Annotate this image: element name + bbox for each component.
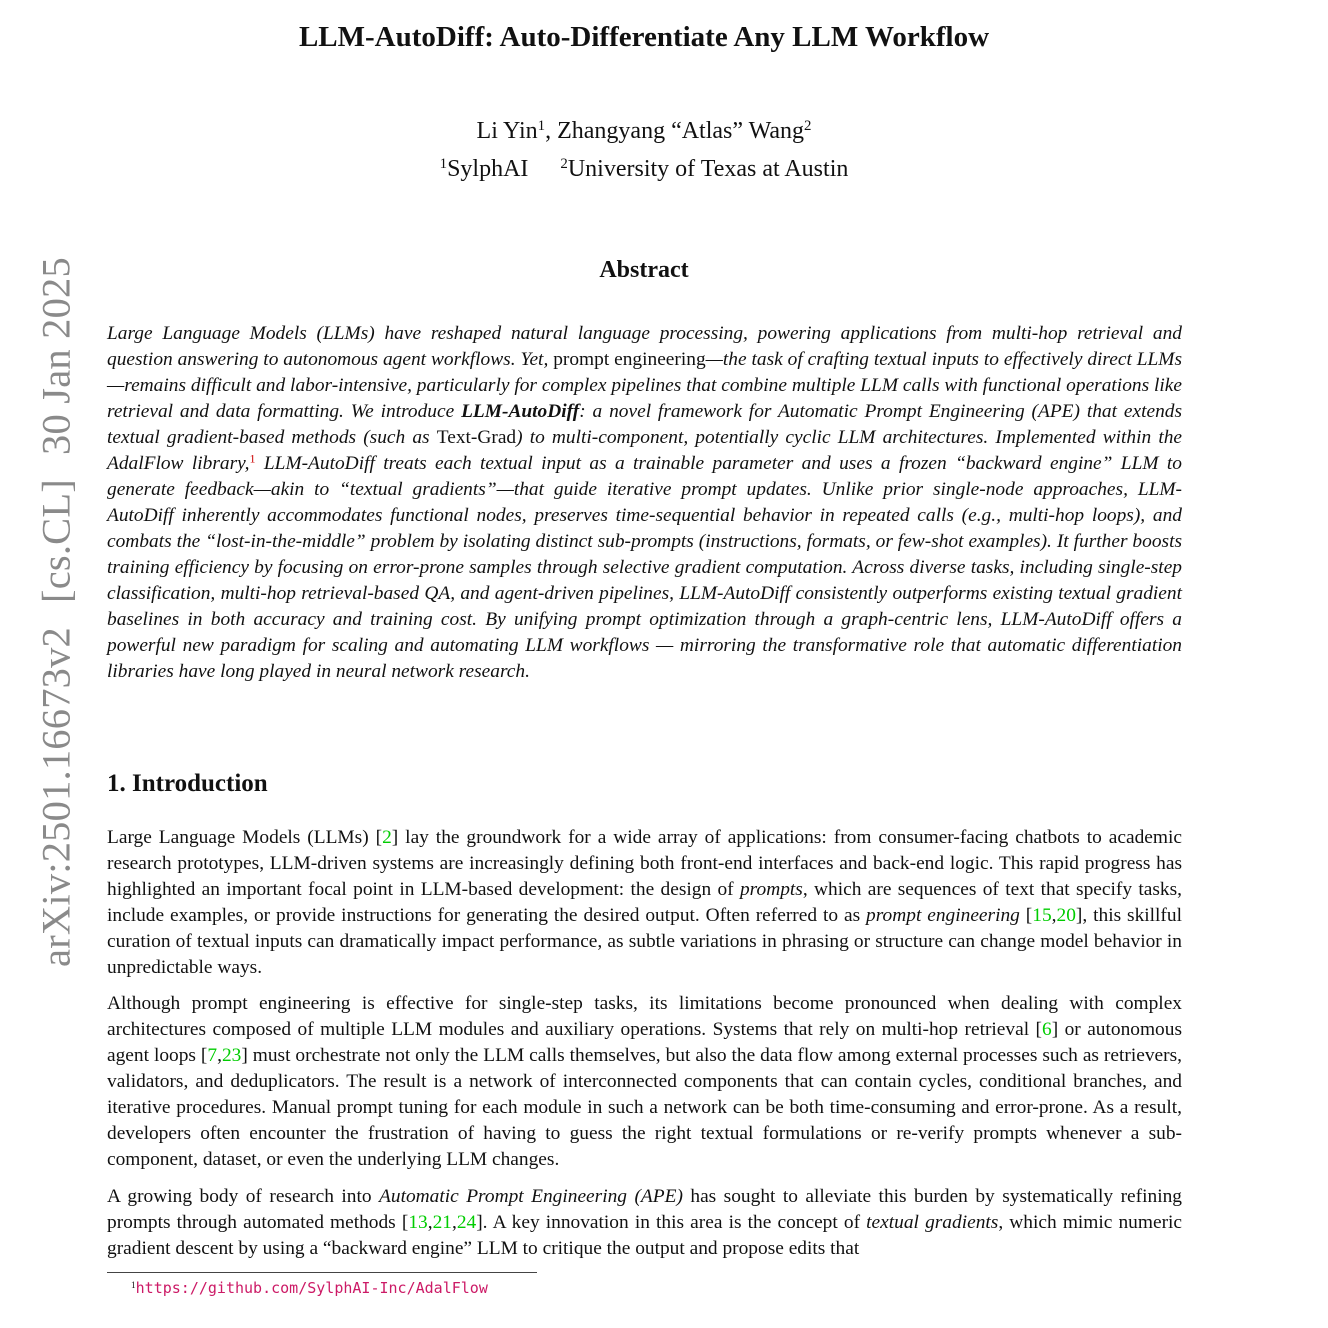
affil-name: SylphAI <box>447 156 529 182</box>
arxiv-date: 30 Jan 2025 <box>33 257 79 455</box>
abstract-text-upright: prompt engineering <box>553 349 706 370</box>
author-affil-mark: 1 <box>537 117 546 134</box>
body-text: ]. A key innovation in this area is the concept of <box>476 1212 867 1233</box>
body-text: , which are sequences of text that specify tasks, include examples, or provide instructions for generating the desired output. Often referred to as <box>107 879 1182 926</box>
body-text: , <box>217 1045 222 1066</box>
footnote <box>131 1278 488 1299</box>
citation-link[interactable]: 13 <box>408 1212 428 1233</box>
abstract-text: —the task of crafting textual inputs to effectively direct LLMs—remains difficult and labor-intensive, particularly for complex pipelines that combine multiple LLM calls with functional operations like retrieval and data formatting. We introduce <box>107 349 1183 422</box>
arxiv-category: [cs.CL] <box>33 478 79 603</box>
body-text: [ <box>1019 905 1033 926</box>
citation-link[interactable]: 21 <box>432 1212 452 1233</box>
citation-link[interactable]: 24 <box>456 1212 477 1233</box>
citation-link[interactable]: 2 <box>382 827 392 848</box>
abstract-text: ) to multi-component, potentially cyclic LLM architectures. Implemented within the AdalFlow library, <box>107 427 1183 474</box>
body-text: , which mimic numeric gradient descent by using a “backward engine” LLM to critique the output and propose edits that <box>107 1212 1183 1259</box>
footnote-mark: 1 <box>131 1280 136 1291</box>
body-text: A growing body of research into <box>107 1186 380 1207</box>
citation-link[interactable]: 6 <box>1042 1019 1052 1040</box>
affil-mark: 2 <box>560 155 568 172</box>
author-line <box>0 116 1288 146</box>
arxiv-id: arXiv:2501.16673v2 <box>33 626 79 967</box>
intro-paragraph-1 <box>107 825 1182 981</box>
abstract-body <box>107 321 1182 685</box>
affil-name: University of Texas at Austin <box>567 156 849 182</box>
citation-link[interactable]: 15 <box>1032 905 1052 926</box>
abstract-text: Large Language Models (LLMs) have reshaped natural language processing, powering applications from multi-hop retrieval and question answering to autonomous agent workflows. Yet, <box>107 323 1182 370</box>
footnote-url-link[interactable]: https://github.com/SylphAI-Inc/AdalFlow <box>135 1279 488 1297</box>
footnote-link[interactable]: 1 <box>249 451 256 466</box>
emphasis-text: prompts <box>739 879 803 900</box>
intro-paragraph-2 <box>107 991 1182 1173</box>
abstract-framework-name: LLM-AutoDiff <box>461 401 580 422</box>
emphasis-text: prompt engineering <box>866 905 1020 926</box>
body-text: ] lay the groundwork for a wide array of applications: from consumer-facing chatbots to academic research prototypes, LLM-driven systems are increasingly defining both front-end interfaces and back-end logic. This rapid progress has highlighted an important focal point in LLM-based development: the design of <box>107 827 1182 900</box>
author-name: Zhangyang “Atlas” Wang <box>557 118 804 144</box>
body-text: , <box>427 1212 433 1233</box>
author-name: Li Yin <box>476 118 538 144</box>
intro-paragraph-3 <box>107 1184 1182 1262</box>
footnote-divider <box>107 1272 537 1273</box>
author-affil-mark: 2 <box>804 117 812 134</box>
author-separator: , <box>545 118 558 144</box>
affil-mark: 1 <box>439 155 448 172</box>
body-text: Large Language Models (LLMs) [ <box>107 827 383 848</box>
body-text: has sought to alleviate this burden by systematically refining prompts through automated methods [ <box>107 1186 1182 1233</box>
affiliation-line <box>0 154 1288 184</box>
citation-link[interactable]: 23 <box>221 1045 242 1066</box>
arxiv-identifier-stamp <box>33 257 80 967</box>
body-text: , <box>451 1212 457 1233</box>
body-text: ] or autonomous agent loops [ <box>107 1019 1182 1066</box>
citation-link[interactable]: 20 <box>1056 905 1076 926</box>
abstract-text: : a novel framework for Automatic Prompt Engineering (APE) that extends textual gradient-based methods (such as <box>107 401 1183 448</box>
body-text: Although prompt engineering is effective for single-step tasks, its limitations become pronounced when dealing with complex architectures composed of multiple LLM modules and auxiliary operations. Systems that rely on multi-hop retrieval [ <box>107 993 1182 1040</box>
citation-link[interactable]: 7 <box>207 1045 218 1066</box>
emphasis-text: textual gradients <box>866 1212 999 1233</box>
body-text: , <box>1051 905 1057 926</box>
body-text: ], this skillful curation of textual inputs can dramatically impact performance, as subtle variations in phrasing or structure can change model behavior in unpredictable ways. <box>107 905 1182 978</box>
paper-title: LLM-AutoDiff: Auto-Differentiate Any LLM Workflow <box>298 21 990 53</box>
section-heading: 1. Introduction <box>107 770 268 797</box>
emphasis-text: Automatic Prompt Engineering (APE) <box>379 1186 683 1207</box>
abstract-text-upright: Text-Grad <box>436 427 517 448</box>
abstract-text: LLM-AutoDiff treats each textual input as a trainable parameter and uses a frozen “backward engine” LLM to generate feedback—akin to “textual gradients”—that guide iterative prompt updates. Unlike prior single-node approaches, LLM-AutoDiff inherently accommodates functional nodes, preserves time-sequential behavior in repeated calls (e.g., multi-hop loops), and combats the “lost-in-the-middle” problem by isolating distinct sub-prompts (instructions, formats, or few-shot examples). It further boosts training efficiency by focusing on error-prone samples through selective gradient computation. Across diverse tasks, including single-step classification, multi-hop retrieval-based QA, and agent-driven pipelines, LLM-AutoDiff consistently outperforms existing textual gradient baselines in both accuracy and training cost. By unifying prompt optimization through a graph-centric lens, LLM-AutoDiff offers a powerful new paradigm for scaling and automating LLM workflows — mirroring the transformative role that automatic differentiation libraries have long played in neural network research. <box>107 453 1182 682</box>
body-text: ] must orchestrate not only the LLM calls themselves, but also the data flow among external processes such as retrievers, validators, and deduplicators. The result is a network of interconnected components that can contain cycles, conditional branches, and iterative procedures. Manual prompt tuning for each module in such a network can be both time-consuming and error-prone. As a result, developers often encounter the frustration of having to guess the right textual formulations or re-verify prompts whenever a sub-component, dataset, or even the underlying LLM changes. <box>107 1045 1182 1170</box>
abstract-heading: Abstract <box>599 257 689 283</box>
